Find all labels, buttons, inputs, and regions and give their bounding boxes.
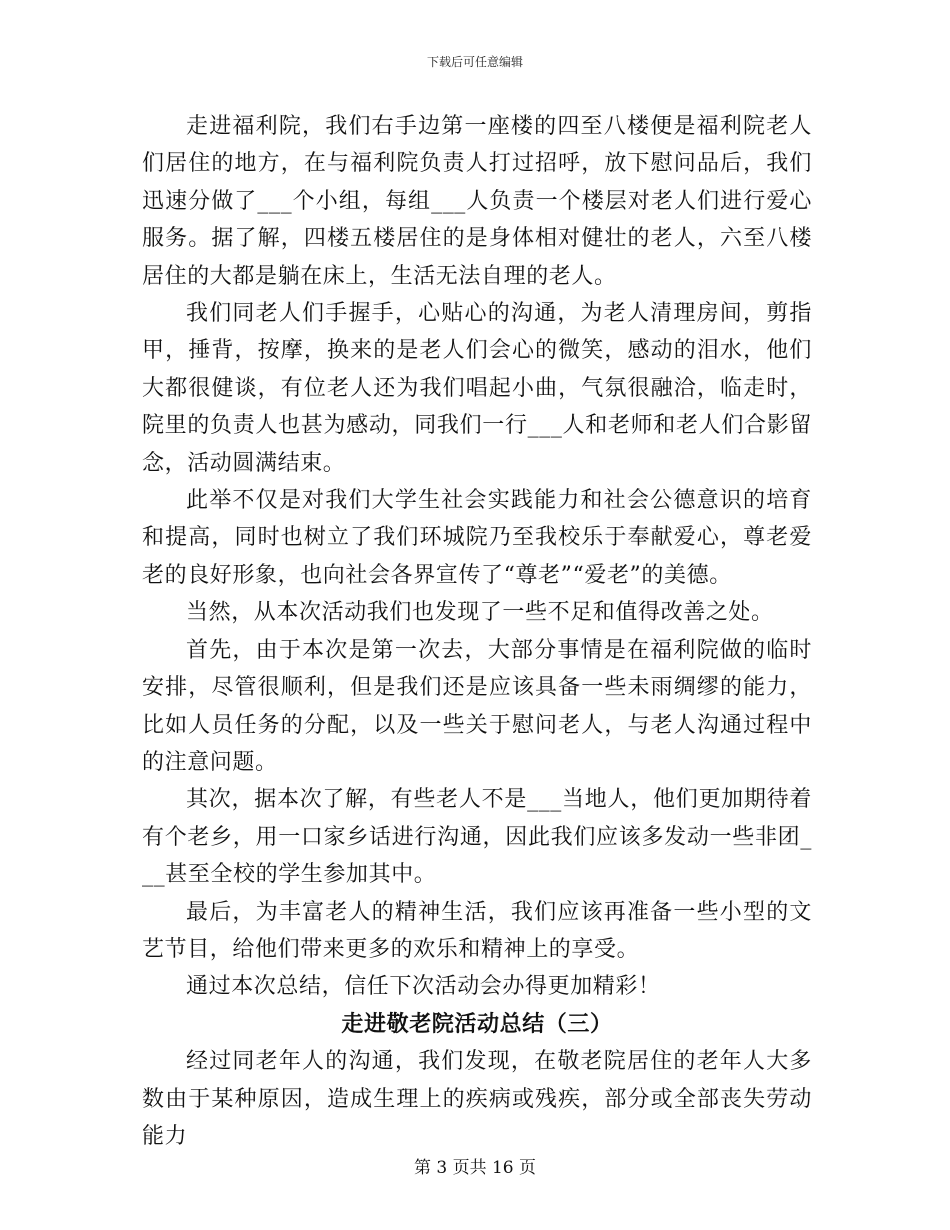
section-title: 走进敬老院活动总结（三） <box>341 1010 613 1037</box>
paragraph: 我们同老人们手握手，心贴心的沟通，为老人清理房间，剪指甲，捶背，按摩，换来的是老人们会心的微笑，感动的泪水，他们大都很健谈，有位老人还为我们唱起小曲，气氛很融洽，临走时，院里的负责人也甚为感动，同我们一行___人和老师和老人们合影留念，活动圆满结束。 <box>142 301 812 476</box>
header-note: 下载后可任意编辑 <box>426 55 523 69</box>
paragraph: 此举不仅是对我们大学生社会实践能力和社会公德意识的培育和提高，同时也树立了我们环城院乃至我校乐于奉献爱心，尊老爱老的良好形象，也向社会各界宣传了“尊老”“爱老”的美德。 <box>142 488 812 588</box>
page-number-footer: 第 3 页共 16 页 <box>413 1158 537 1178</box>
paragraph: 首先，由于本次是第一次去，大部分事情是在福利院做的临时安排，尽管很顺利，但是我们还是应该具备一些未雨绸缪的能力，比如人员任务的分配，以及一些关于慰问老人，与老人沟通过程中的注意问题。 <box>142 637 812 775</box>
paragraph: 走进福利院，我们右手边第一座楼的四至八楼便是福利院老人们居住的地方，在与福利院负责人打过招呼，放下慰问品后，我们迅速分做了___个小组，每组___人负责一个楼层对老人们进行爱心服务。据了解，四楼五楼居住的是身体相对健壮的老人，六至八楼居住的大都是躺在床上，生活无法自理的老人。 <box>142 114 812 289</box>
paragraph: 其次，据本次了解，有些老人不是___当地人，他们更加期待着有个老乡，用一口家乡话进行沟通，因此我们应该多发动一些非团___甚至全校的学生参加其中。 <box>142 787 812 888</box>
paragraph: 通过本次总结，信任下次活动会办得更加精彩！ <box>186 974 661 1000</box>
paragraph: 当然，从本次活动我们也发现了一些不足和值得改善之处。 <box>186 600 774 626</box>
paragraph: 最后，为丰富老人的精神生活，我们应该再准备一些小型的文艺节目，给他们带来更多的欢乐和精神上的享受。 <box>142 899 812 962</box>
document-body <box>142 108 812 1155</box>
paragraph: 经过同老年人的沟通，我们发现，在敬老院居住的老年人大多数由于某种原因，造成生理上的疾病或残疾，部分或全部丧失劳动能力 <box>142 1049 812 1149</box>
